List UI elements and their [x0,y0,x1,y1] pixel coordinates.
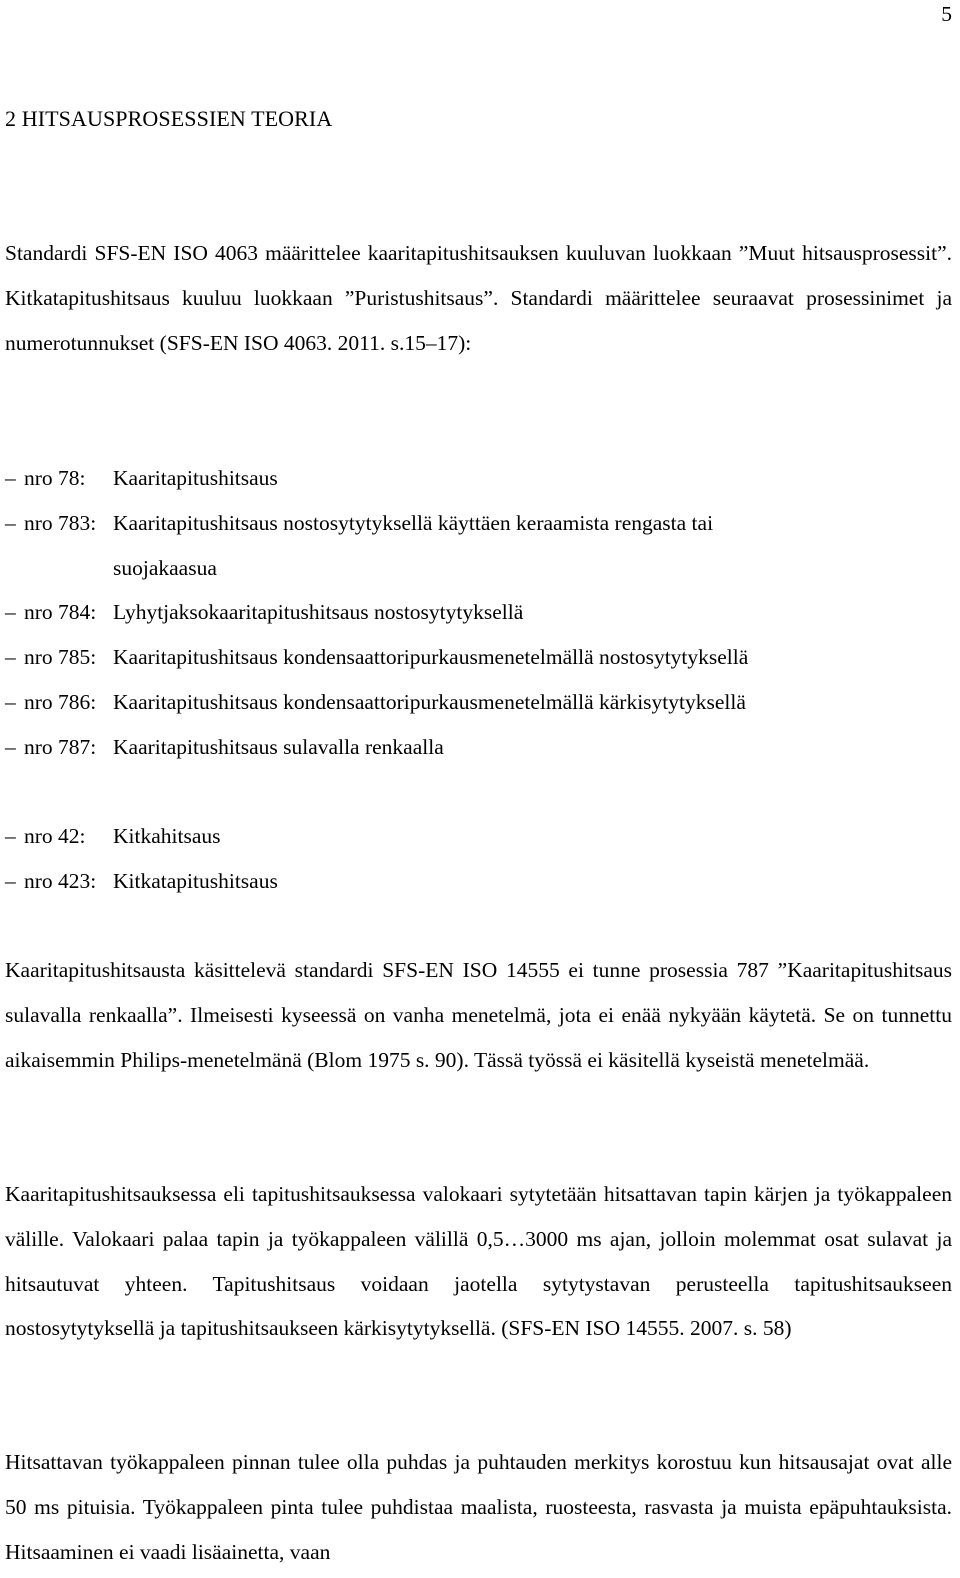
process-name: Kaaritapitushitsaus nostosytytyksellä käyttäen keraamista rengasta tai [113,510,714,535]
process-number: nro 783: [24,510,97,535]
chapter-heading: 2 HITSAUSPROSESSIEN TEORIA [5,106,333,131]
page-number: 5 [941,2,952,26]
list-item [5,501,952,591]
list-item [5,635,952,680]
process-list-arc-stud [5,456,952,770]
list-item [5,680,952,725]
dash-bullet: – [5,824,16,848]
list-item [5,725,952,770]
process-name-continuation: suojakaasua [113,555,217,580]
process-list-friction [5,814,952,904]
process-number: nro 785: [24,645,97,670]
dash-bullet: – [5,466,16,490]
process-name: Kitkatapitushitsaus [113,868,278,893]
paragraph-process-787: Kaaritapitushitsausta käsittelevä standardi SFS-EN ISO 14555 ei tunne prosessia 787 ”Kaaritapitushitsaus sulavalla renkaalla”. Ilmeisesti kyseessä on vanha menetelmä, jota ei enää nykyään käytetä. Se on tunnettu aikaisemmin Philips-menetelmänä (Blom 1975 s. 90). Tässä työssä ei käsitellä kyseistä menetelmää. [5,958,952,1072]
process-name: Kitkahitsaus [113,824,221,848]
list-item [5,456,952,501]
dash-bullet: – [5,734,16,759]
list-item [5,814,952,859]
dash-bullet: – [5,689,16,714]
process-number: nro 42: [24,824,86,848]
process-name: Kaaritapitushitsaus kondensaattoripurkausmenetelmällä kärkisytytyksellä [113,689,746,714]
process-number: nro 786: [24,689,97,714]
process-number: nro 784: [24,600,97,625]
list-item [5,590,952,635]
process-number: nro 423: [24,868,97,893]
process-number: nro 78: [24,466,86,490]
dash-bullet: – [5,600,16,625]
dash-bullet: – [5,868,16,893]
process-name: Kaaritapitushitsaus sulavalla renkaalla [113,734,444,759]
dash-bullet: – [5,510,16,535]
dash-bullet: – [5,645,16,670]
list-item [5,859,952,904]
process-name: Kaaritapitushitsaus kondensaattoripurkausmenetelmällä nostosytytyksellä [113,645,749,670]
process-name: Kaaritapitushitsaus [113,466,278,490]
paragraph-surface-cleanliness: Hitsattavan työkappaleen pinnan tulee olla puhdas ja puhtauden merkitys korostuu kun hitsausajat ovat alle 50 ms pituisia. Työkappaleen pinta tulee puhdistaa maalista, ruosteesta, rasvasta ja muista epäpuhtauksista. Hitsaaminen ei vaadi lisäainetta, vaan [5,1450,952,1564]
paragraph-standard-classification: Standardi SFS-EN ISO 4063 määrittelee kaaritapitushitsauksen kuuluvan luokkaan ”Muut hitsausprosessit”. Kitkatapitushitsaus kuuluu luokkaan ”Puristushitsaus”. Standardi määrittelee seuraavat prosessinimet ja numerotunnukset (SFS-EN ISO 4063. 2011. s.15–17): [5,241,952,355]
paragraph-arc-stud-welding: Kaaritapitushitsauksessa eli tapitushitsauksessa valokaari sytytetään hitsattavan tapin kärjen ja työkappaleen välille. Valokaari palaa tapin ja työkappaleen välillä 0,5…3000 ms ajan, jolloin molemmat osat sulavat ja hitsautuvat yhteen. Tapitushitsaus voidaan jaotella sytytystavan perusteella tapitushitsaukseen nostosytytyksellä ja tapitushitsaukseen kärkisytytyksellä. (SFS-EN ISO 14555. 2007. s. 58) [5,1182,952,1341]
process-number: nro 787: [24,734,97,759]
process-name: Lyhytjaksokaaritapitushitsaus nostosytytyksellä [113,600,524,625]
